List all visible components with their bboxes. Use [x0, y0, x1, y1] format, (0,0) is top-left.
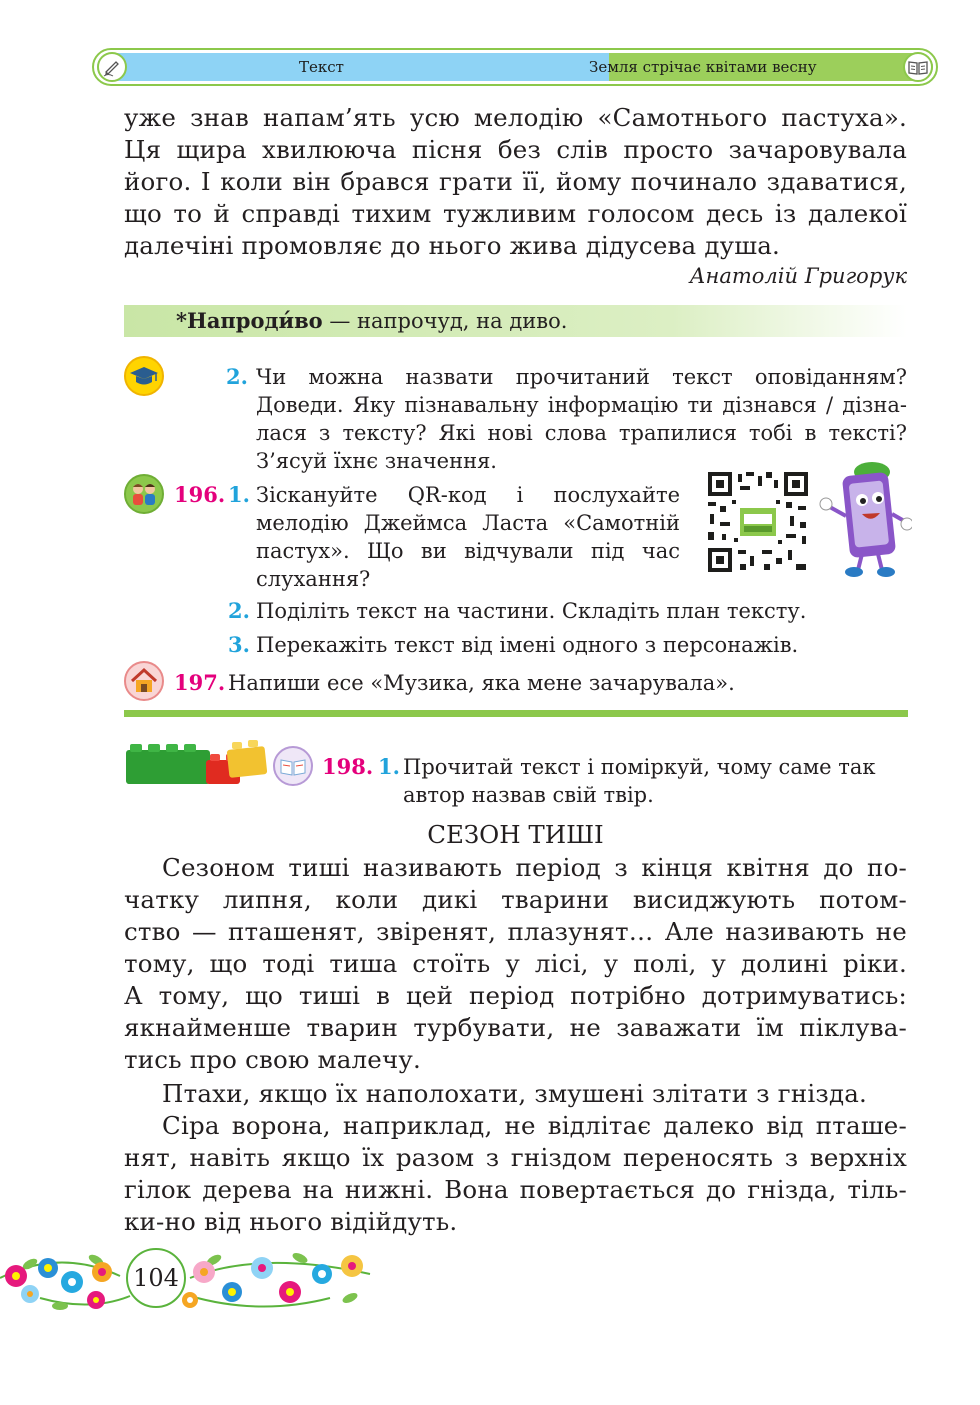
task-197-text: Напиши есе «Музика, яка мене зачарувала». — [228, 671, 735, 695]
story-line-2: Ця щира хвилююча пісня без слів просто зачаровувала — [124, 135, 907, 164]
task-196-3-text: Перекажіть текст від імені одного з персонажів. — [256, 633, 799, 657]
season-p1-line-7: тись про свою малечу. — [124, 1045, 421, 1074]
season-p1-line-2: чатку липня, коли дикі тварини висиджують потом- — [124, 885, 907, 914]
qr-code-icon[interactable] — [706, 470, 810, 574]
season-p3-line-3: гілок дерева на нижні. Вона повертається до гнізда, тіль- — [124, 1175, 907, 1204]
glossary-term: *Напроди́во — [176, 308, 323, 333]
task-196-number: 196. — [174, 482, 226, 507]
lego-blocks-icon — [124, 738, 270, 788]
story-line-4: що то й справді тихим тужливим голосом десь із далекої — [124, 199, 907, 228]
task-197-number: 197. — [174, 670, 226, 695]
section-divider — [124, 710, 908, 717]
pen-icon — [97, 52, 127, 82]
season-p2-line-1: Птахи, якщо їх наполохати, змушені злітати з гнізда. — [162, 1079, 868, 1108]
task-196-1-line-1: Зіскануйте QR-код і послухайте — [256, 483, 680, 507]
reading-icon — [273, 746, 313, 786]
season-p3-line-1: Сіра ворона, наприклад, не відлітає далеко від пташе- — [162, 1111, 907, 1140]
season-p3-line-2: нят, навіть якщо їх разом з гніздом переносять з верхніх — [124, 1143, 907, 1172]
story-line-3: його. І коли він брався грати її, йому починало здаватися, — [124, 167, 907, 196]
task-196-1-line-4: слухання? — [256, 567, 371, 591]
glossary-definition: — напрочуд, на диво. — [322, 309, 568, 333]
task-2-line-1: Чи можна назвати прочитаний текст оповіданням? — [256, 365, 907, 389]
story-author: Анатолій Григорук — [689, 264, 907, 288]
season-p1-line-3: ство — пташенят, звіренят, плазунят… Але називають не — [124, 917, 907, 946]
season-p1-line-1: Сезоном тиші називають період з кінця квітня до по- — [162, 853, 907, 882]
task-196-1-line-3: пастух». Що ви відчували під час — [256, 539, 680, 563]
task-2-number: 2. — [226, 364, 248, 389]
task-196-1-number: 1. — [228, 482, 250, 507]
task-196-2-text: Поділіть текст на частини. Складіть план тексту. — [256, 599, 807, 623]
task-196-3-number: 3. — [228, 632, 250, 657]
home-icon — [124, 661, 164, 701]
graduation-cap-icon — [124, 356, 164, 396]
season-p1-line-6: якнайменше тварин турбувати, не заважати їм піклува- — [124, 1013, 907, 1042]
header-section-title: Текст — [299, 58, 344, 76]
task-2-line-2: Доведи. Яку пізнавальну інформацію ти дізнався / дізна- — [256, 393, 907, 417]
task-196-2-number: 2. — [228, 598, 250, 623]
task-198-line-1: Прочитай текст і поміркуй, чому саме так — [403, 755, 876, 779]
text-title: СЕЗОН ТИШІ — [427, 820, 604, 849]
task-196-1-line-2: мелодію Джеймса Ласта «Самотній — [256, 511, 680, 535]
pair-work-icon — [124, 474, 164, 514]
season-p1-line-4: тому, що тоді тиша стоїть у лісі, у полі, у долині ріки. — [124, 949, 907, 978]
phone-mascot-icon — [816, 458, 912, 578]
season-p3-line-4: ки-но від нього відійдуть. — [124, 1207, 458, 1236]
header-unit-title: Земля стрічає квітами весну — [589, 58, 817, 76]
story-line-1: уже знав напам’ять усю мелодію «Самотнього пастуха». — [124, 103, 907, 132]
task-2-line-3: лася з тексту? Які нові слова трапилися тобі в тексті? — [256, 421, 907, 445]
task-198-1-number: 1. — [378, 754, 400, 779]
header-left-band — [97, 53, 609, 81]
page-number: 104 — [126, 1248, 186, 1308]
story-line-5: далечіні промовляє до нього жива дідусева душа. — [124, 231, 781, 260]
flowers-icon — [0, 1238, 380, 1318]
task-198-line-2: автор назвав свій твір. — [403, 783, 654, 807]
page-header — [92, 48, 938, 86]
glossary-bar — [124, 305, 907, 337]
task-2-line-4: З’ясуй їхнє значення. — [256, 449, 497, 473]
task-198-number: 198. — [322, 754, 374, 779]
season-p1-line-5: А тому, що тиші в цей період потрібно дотримуватись: — [124, 981, 907, 1010]
book-icon — [903, 52, 933, 82]
